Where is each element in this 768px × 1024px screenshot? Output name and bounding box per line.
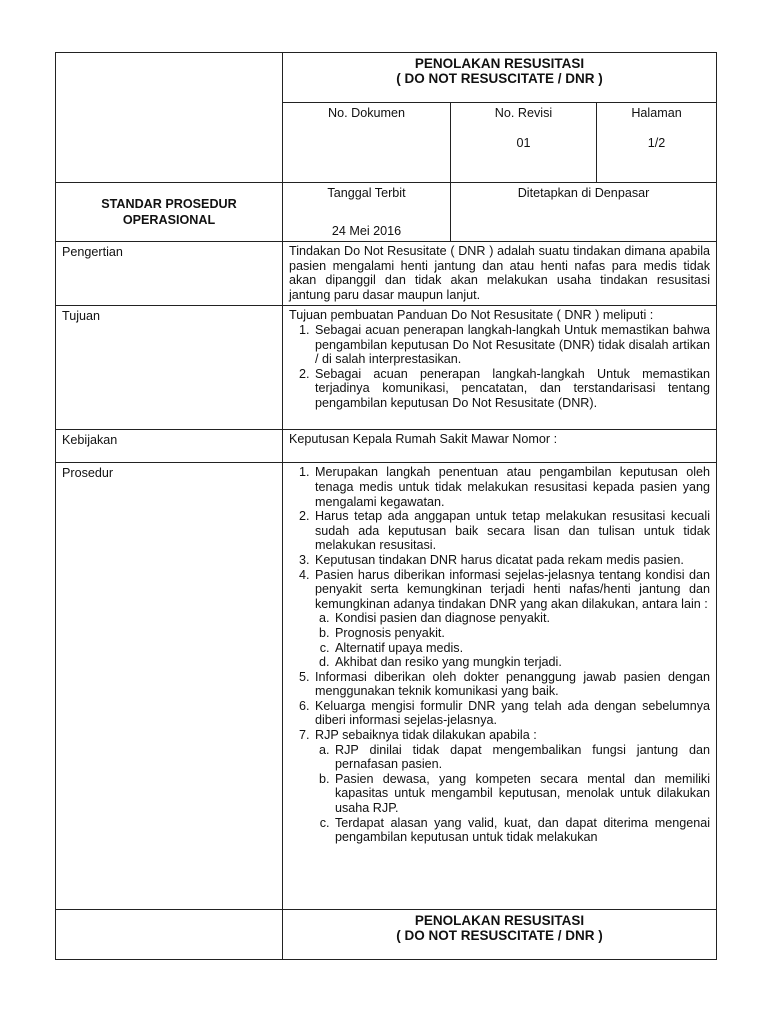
halaman-value: 1/2 bbox=[647, 136, 666, 150]
ditetapkan-label: Ditetapkan di Denpasar bbox=[517, 186, 650, 200]
prosedur-item bbox=[313, 728, 710, 845]
sop-label-line1: STANDAR PROSEDUR bbox=[101, 197, 237, 211]
tujuan-item: 1. Sebagai acuan penerapan langkah-langkah Untuk memastikan bahwa pengambilan keputusan Do Not Resusitate (DNR) tidak disalah artikan / di salah interprestasikan. bbox=[313, 323, 710, 367]
prosedur-subitem: b. Pasien dewasa, yang kompeten secara mental dan memiliki kapasitas untuk mengambil keputusan, menolak untuk dilakukan usaha RJP. bbox=[333, 772, 710, 816]
sop-label-cell bbox=[56, 183, 283, 242]
prosedur-subitem: b. Prognosis penyakit. bbox=[333, 626, 710, 641]
footer-title-cell bbox=[283, 910, 717, 960]
prosedur-subitem: c. Terdapat alasan yang valid, kuat, dan dapat diterima mengenai pengambilan keputusan untuk tidak melakukan bbox=[333, 816, 710, 845]
prosedur-item bbox=[313, 568, 710, 670]
no-revisi-value: 01 bbox=[516, 136, 531, 150]
document-title: PENOLAKAN RESUSITASI bbox=[414, 56, 585, 71]
pengertian-label: Pengertian bbox=[56, 242, 283, 306]
prosedur-subitem: d. Akhibat dan resiko yang mungkin terjadi. bbox=[333, 655, 710, 670]
document-title-cell bbox=[283, 53, 717, 103]
tujuan-label: Tujuan bbox=[56, 306, 283, 430]
prosedur-sublist bbox=[315, 743, 710, 845]
tujuan-item: 2. Sebagai acuan penerapan langkah-langkah Untuk memastikan terjadinya komunikasi, pencatatan, dan terstandarisasi tentang pengambilan keputusan Do Not Resusitate (DNR). bbox=[313, 367, 710, 411]
prosedur-list bbox=[289, 465, 710, 844]
no-revisi-label: No. Revisi bbox=[494, 106, 553, 120]
footer-title: PENOLAKAN RESUSITASI bbox=[414, 913, 585, 929]
document-subtitle: ( DO NOT RESUSCITATE / DNR ) bbox=[396, 71, 603, 86]
prosedur-item: 3. Keputusan tindakan DNR harus dicatat pada rekam medis pasien. bbox=[313, 553, 710, 568]
prosedur-item: 1. Merupakan langkah penentuan atau pengambilan keputusan oleh tenaga medis untuk tidak melakukan resusitasi kepada pasien yang mengalami kegawatan. bbox=[313, 465, 710, 509]
prosedur-item: 5. Informasi diberikan oleh dokter penanggung jawab pasien dengan menggunakan teknik komunikasi yang baik. bbox=[313, 670, 710, 699]
prosedur-label: Prosedur bbox=[56, 463, 283, 910]
prosedur-subitem: c. Alternatif upaya medis. bbox=[333, 641, 710, 656]
prosedur-item: 6. Keluarga mengisi formulir DNR yang telah ada dengan sebelumnya diberi informasi sejelas-jelasnya. bbox=[313, 699, 710, 728]
tanggal-terbit-label: Tanggal Terbit bbox=[327, 186, 406, 200]
footer-subtitle: ( DO NOT RESUSCITATE / DNR ) bbox=[396, 928, 603, 944]
footer-logo-cell bbox=[56, 910, 283, 960]
kebijakan-label: Kebijakan bbox=[56, 430, 283, 463]
no-dokumen-cell bbox=[283, 103, 451, 183]
no-dokumen-label: No. Dokumen bbox=[328, 106, 405, 120]
prosedur-subitem: a. RJP dinilai tidak dapat mengembalikan fungsi jantung dan pernafasan pasien. bbox=[333, 743, 710, 772]
kebijakan-text: Keputusan Kepala Rumah Sakit Mawar Nomor : bbox=[283, 430, 717, 463]
sop-label-line2: OPERASIONAL bbox=[122, 213, 216, 227]
pengertian-text: Tindakan Do Not Resusitate ( DNR ) adalah suatu tindakan dimana apabila pasien mengalami henti jantung dan atau henti nafas para medis tidak akan dipanggil dan tidak akan melakukan usaha tindakan resusitasi jantung paru dasar maupun lanjut. bbox=[283, 242, 717, 306]
halaman-label: Halaman bbox=[631, 106, 682, 120]
prosedur-item: 2. Harus tetap ada anggapan untuk tetap melakukan resusitasi kecuali sudah ada keputusan baik secara lisan dan tulisan untuk tidak melakukan resusitasi. bbox=[313, 509, 710, 553]
prosedur-cell bbox=[283, 463, 717, 910]
tujuan-list bbox=[289, 323, 710, 411]
prosedur-subitem: a. Kondisi pasien dan diagnose penyakit. bbox=[333, 611, 710, 626]
prosedur-sublist bbox=[315, 611, 710, 669]
tujuan-intro: Tujuan pembuatan Panduan Do Not Resusitate ( DNR ) meliputi : bbox=[289, 308, 654, 323]
logo-cell bbox=[56, 53, 283, 183]
no-revisi-cell bbox=[451, 103, 597, 183]
sop-document-table bbox=[55, 52, 717, 960]
halaman-cell bbox=[597, 103, 717, 183]
prosedur-item-text: Pasien harus diberikan informasi sejelas-jelasnya tentang kondisi dan penyakit serta kemungkinan terjadi henti nafas/henti jantung dan kemungkinan adanya tindakan DNR yang akan dilakukan, antara lain : bbox=[315, 567, 711, 611]
tanggal-terbit-cell bbox=[283, 183, 451, 242]
ditetapkan-cell bbox=[451, 183, 717, 242]
tujuan-cell bbox=[283, 306, 717, 430]
prosedur-item-text: RJP sebaiknya tidak dilakukan apabila : bbox=[315, 728, 537, 743]
tanggal-terbit-value: 24 Mei 2016 bbox=[331, 224, 402, 238]
